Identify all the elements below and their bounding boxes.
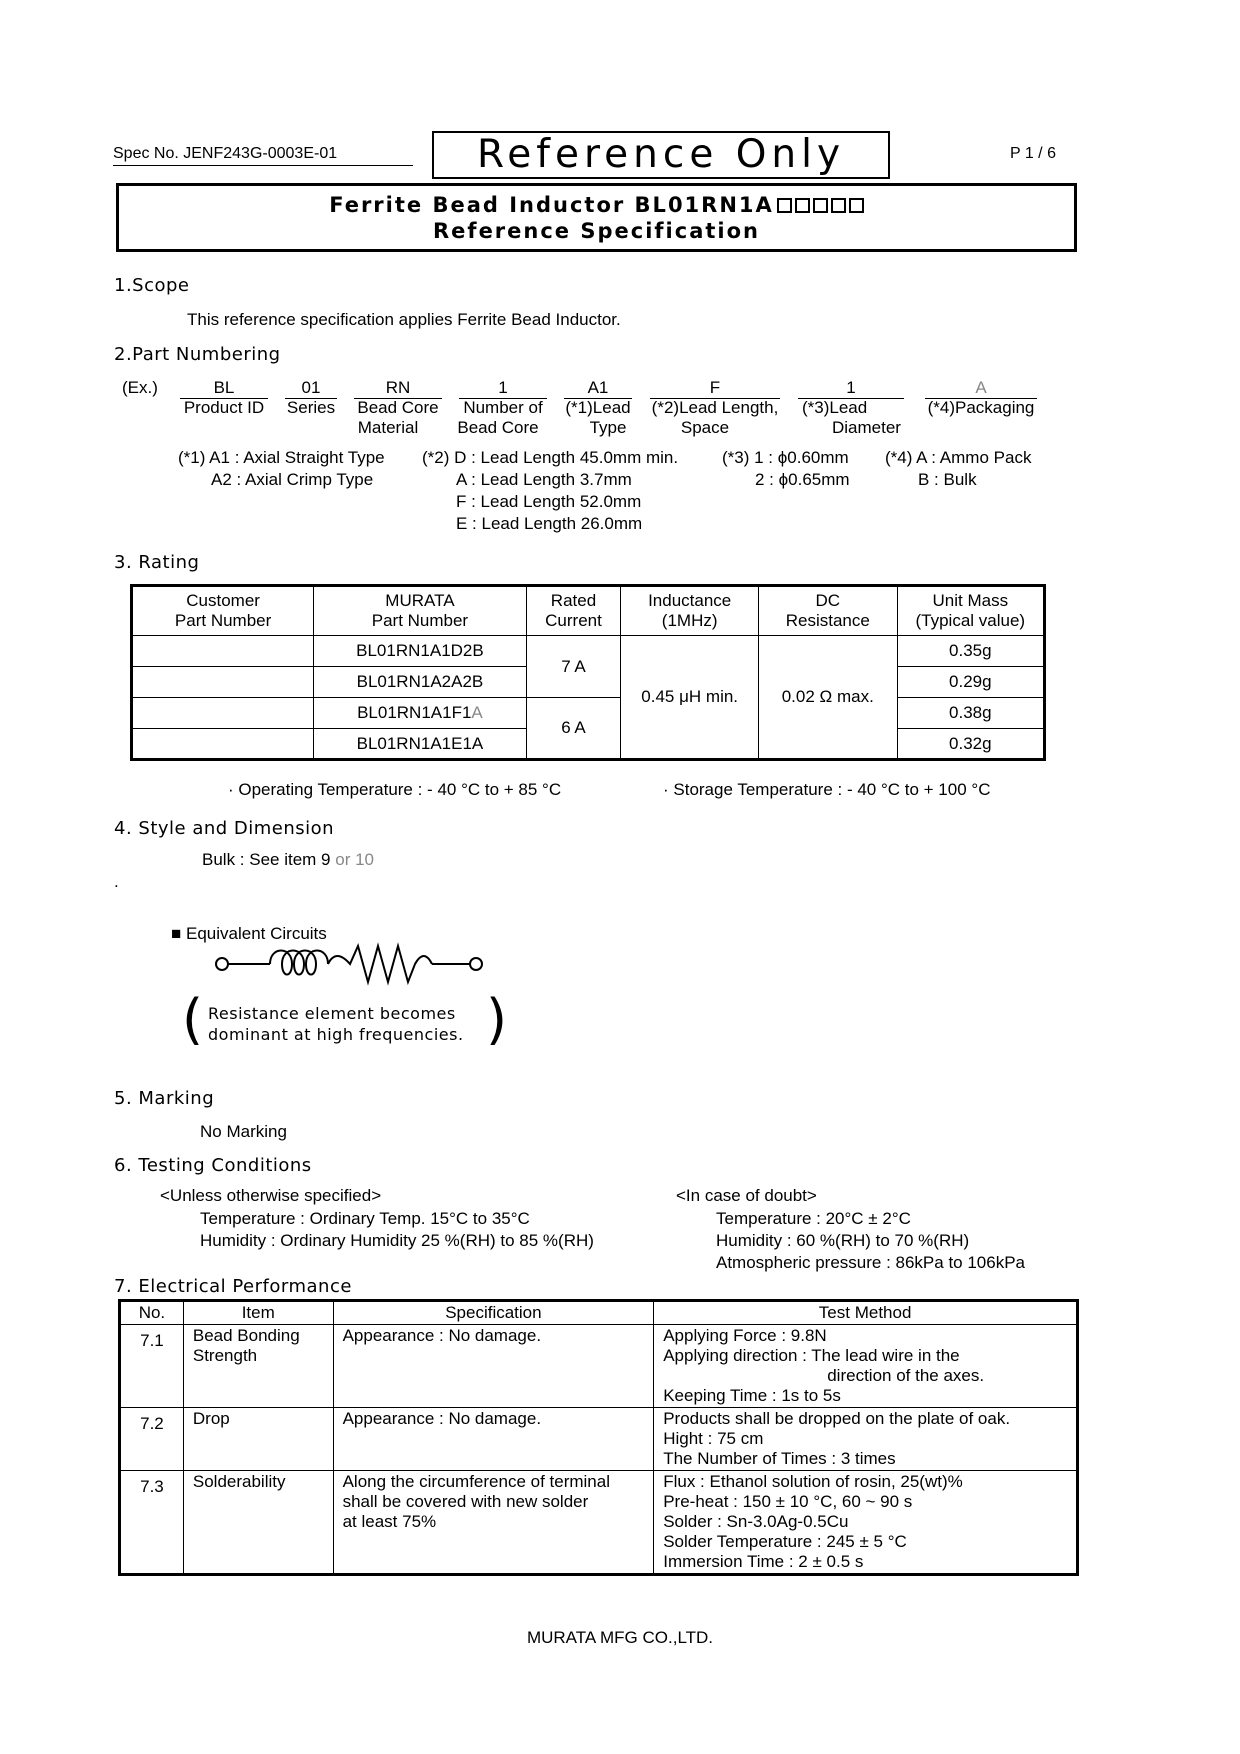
row-no: 7.1 [120, 1325, 184, 1408]
resistance-value: 0.02 Ω max. [758, 636, 897, 760]
table-row [132, 698, 1045, 729]
note-2c: F : Lead Length 52.0mm [456, 492, 642, 511]
doubt-humidity: Humidity : 60 %(RH) to 70 %(RH) [716, 1231, 970, 1250]
spec-number: Spec No. JENF243G-0003E-01 [113, 145, 413, 166]
note-line2: dominant at high frequencies. [208, 1025, 464, 1044]
atmospheric-pressure: Atmospheric pressure : 86kPa to 106kPa [716, 1253, 1025, 1272]
rated-current: 6 A [526, 698, 621, 760]
reference-only-stamp: Reference Only [432, 131, 890, 179]
doubt-temperature: Temperature : 20°C ± 2°C [716, 1209, 911, 1228]
code-series: 01 [285, 378, 337, 399]
row-method: Flux : Ethanol solution of rosin, 25(wt)% Pre-heat : 150 ± 10 °C, 60 ~ 90 s Solder : Sn-3.0Ag-0.5Cu Solder Temperature : 245 ± 5 °C Immersion Time : 2 ± 0.5 s [654, 1471, 1078, 1575]
page-number: P 1 / 6 [1010, 145, 1056, 162]
row-no: 7.3 [120, 1471, 184, 1575]
note-4b: B : Bulk [918, 470, 977, 489]
code-lead-diameter: 1 [798, 378, 904, 399]
marking-heading: 5. Marking [114, 1088, 215, 1109]
equivalent-circuits-title: ■ Equivalent Circuits [171, 924, 327, 943]
note-3b: 2 : ϕ0.65mm [755, 470, 850, 489]
note-2d: E : Lead Length 26.0mm [456, 514, 643, 533]
label-lead-length-2: Space [680, 418, 730, 437]
stray-dot: . [114, 872, 119, 891]
title-line2: Reference Specification [433, 219, 760, 243]
code-lead-type: A1 [564, 378, 632, 399]
row-spec: Appearance : No damage. [333, 1325, 654, 1408]
table-row [132, 636, 1045, 667]
col-specification: Specification [333, 1301, 654, 1325]
note-4a: (*4) A : Ammo Pack [885, 448, 1032, 467]
inductor-resistor-symbol-icon [210, 938, 490, 990]
unit-mass: 0.32g [897, 729, 1044, 760]
col-inductance: Inductance (1MHz) [621, 586, 759, 636]
ordinary-humidity: Humidity : Ordinary Humidity 25 %(RH) to 85 %(RH) [200, 1231, 594, 1250]
marking-text: No Marking [200, 1122, 287, 1141]
label-bead-core-1: Bead Core [357, 398, 439, 417]
table-row [120, 1408, 1078, 1471]
rating-header-row [132, 586, 1045, 636]
rated-current: 7 A [526, 636, 621, 698]
inductance-value: 0.45 μH min. [621, 636, 759, 760]
note-2b: A : Lead Length 3.7mm [456, 470, 632, 489]
operating-temperature: · Operating Temperature : - 40 °C to + 85 °C [228, 780, 562, 799]
col-item: Item [183, 1301, 333, 1325]
row-item: Solderability [183, 1471, 333, 1575]
label-packaging: (*4)Packaging [927, 398, 1035, 417]
row-spec: Along the circumference of terminal shall be covered with new solder at least 75% [333, 1471, 654, 1575]
part-number: BL01RN1A1F1A [314, 698, 526, 729]
code-number-of-bead-core: 1 [459, 378, 547, 399]
col-rated: Rated Current [526, 586, 621, 636]
label-lead-type-2: Type [589, 418, 627, 437]
part-numbering-heading: 2.Part Numbering [114, 344, 281, 365]
col-murata: MURATA Part Number [314, 586, 526, 636]
table-row [120, 1325, 1078, 1408]
ordinary-temperature: Temperature : Ordinary Temp. 15°C to 35°C [200, 1209, 530, 1228]
footer-company: MURATA MFG CO.,LTD. [526, 1628, 714, 1647]
note-1b: A2 : Axial Crimp Type [211, 470, 374, 489]
label-lead-type-1: (*1)Lead [565, 398, 631, 417]
note-2a: (*2) D : Lead Length 45.0mm min. [422, 448, 679, 467]
code-product-id: BL [180, 378, 268, 399]
unit-mass: 0.35g [897, 636, 1044, 667]
row-method: Applying Force : 9.8N Applying direction : The lead wire in the direction of the axes. Keeping Time : 1s to 5s [654, 1325, 1078, 1408]
style-heading: 4. Style and Dimension [114, 818, 335, 839]
note-3a: (*3) 1 : ϕ0.60mm [722, 448, 849, 467]
part-number: BL01RN1A1E1A [314, 729, 526, 760]
part-number: BL01RN1A1D2B [314, 636, 526, 667]
code-packaging: A [925, 378, 1037, 399]
in-case-of-doubt: <In case of doubt> [676, 1186, 817, 1205]
row-item: Drop [183, 1408, 333, 1471]
label-bead-core-2: Material [357, 418, 419, 437]
note-1a: (*1) A1 : Axial Straight Type [178, 448, 385, 467]
scope-heading: 1.Scope [114, 275, 190, 296]
note-close-paren: ) [486, 988, 508, 1051]
electrical-heading: 7. Electrical Performance [114, 1276, 352, 1297]
label-product-id: Product ID [183, 398, 265, 417]
title-box [116, 183, 1077, 252]
title-line1: Ferrite Bead Inductor BL01RN1A [119, 193, 1074, 217]
col-dc: DC Resistance [758, 586, 897, 636]
note-open-paren: ( [182, 988, 204, 1051]
row-spec: Appearance : No damage. [333, 1408, 654, 1471]
label-lead-diameter-1: (*3)Lead [802, 398, 868, 417]
row-item: Bead Bonding Strength [183, 1325, 333, 1408]
electrical-header-row [120, 1301, 1078, 1325]
ex-label: (Ex.) [122, 378, 158, 397]
note-line1: Resistance element becomes [208, 1004, 456, 1023]
scope-text: This reference specification applies Ferrite Bead Inductor. [187, 310, 621, 329]
rating-heading: 3. Rating [114, 552, 200, 573]
row-no: 7.2 [120, 1408, 184, 1471]
electrical-table [118, 1299, 1079, 1576]
col-mass: Unit Mass (Typical value) [897, 586, 1044, 636]
rating-table [130, 584, 1046, 761]
label-lead-diameter-2: Diameter [832, 418, 901, 437]
row-method: Products shall be dropped on the plate of oak. Hight : 75 cm The Number of Times : 3 times [654, 1408, 1078, 1471]
label-series: Series [286, 398, 336, 417]
code-bead-core-material: RN [354, 378, 442, 399]
col-test-method: Test Method [654, 1301, 1078, 1325]
unit-mass: 0.29g [897, 667, 1044, 698]
part-number: BL01RN1A2A2B [314, 667, 526, 698]
label-number-1: Number of [463, 398, 543, 417]
unless-specified: <Unless otherwise specified> [160, 1186, 382, 1205]
label-number-2: Bead Core [457, 418, 539, 437]
label-lead-length-1: (*2)Lead Length, [651, 398, 779, 417]
bulk-reference: Bulk : See item 9 or 10 [202, 850, 374, 869]
table-row [120, 1471, 1078, 1575]
unit-mass: 0.38g [897, 698, 1044, 729]
code-lead-length: F [650, 378, 780, 399]
testing-heading: 6. Testing Conditions [114, 1155, 312, 1176]
storage-temperature: · Storage Temperature : - 40 °C to + 100 °C [663, 780, 991, 799]
col-customer: Customer Part Number [132, 586, 314, 636]
col-no: No. [120, 1301, 184, 1325]
